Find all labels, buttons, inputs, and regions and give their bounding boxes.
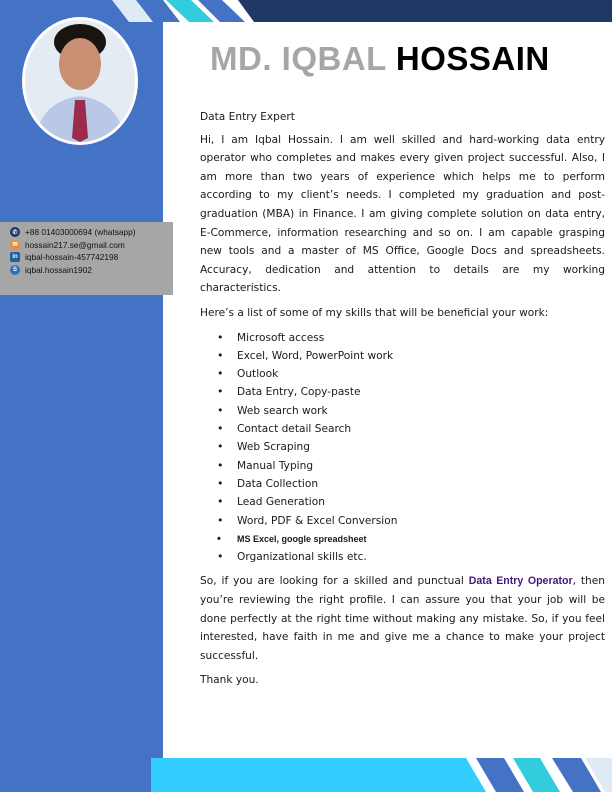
list-item: • Data Entry, Copy-paste [217, 383, 605, 401]
closing-text: So, if you are looking for a skilled and punctual [200, 575, 469, 588]
skype-link[interactable]: iqbal.hossain1902 [25, 264, 92, 275]
page-title [210, 40, 550, 78]
closing-paragraph [200, 572, 605, 665]
intro-paragraph: Hi, I am Iqbal Hossain. I am well skilled and hard-working data entry operator who completes and makes every given project successful. Also, I am more than two years of experience which helps me to perform according to my client’s needs. I completed my graduation and post-graduation (MBA) in Finance. I am giving complete solution on data entry, E-Commerce, information researching and so on. I am capable grasping new tools and a master of MS Office, Google Docs and spreadsheets. Accuracy, dedication and attention to details are my working characteristics. [200, 133, 605, 295]
thanks-text: Thank you. [200, 674, 259, 687]
skills-intro: Here’s a list of some of my skills that will be beneficial your work: [200, 306, 549, 319]
list-item: • Lead Generation [217, 493, 605, 511]
linkedin-link[interactable]: iqbal-hossain-457742198 [25, 252, 119, 263]
skills-list [217, 329, 605, 567]
contact-skype [10, 264, 173, 277]
list-item: • Web Scraping [217, 438, 605, 456]
name-last: HOSSAIN [395, 40, 550, 77]
person-avatar-icon [25, 20, 135, 142]
email-link[interactable]: hossain217.se@gmail.com [25, 239, 125, 250]
contact-email [10, 239, 173, 252]
highlight-role: Data Entry Operator [468, 575, 573, 588]
phone-icon: ✆ [10, 227, 20, 237]
contact-box [0, 222, 173, 295]
list-item: • Web search work [217, 402, 605, 420]
list-item: • Word, PDF & Excel Conversion [217, 512, 605, 530]
bottom-decor-bar [140, 750, 612, 792]
linkedin-icon: in [10, 252, 20, 262]
list-item: • Data Collection [217, 475, 605, 493]
profile-photo [22, 17, 138, 145]
list-item: • MS Excel, google spreadsheet [217, 530, 605, 548]
phone-text: +88 01403000694 (whatsapp) [25, 227, 136, 238]
contact-phone [10, 226, 173, 239]
job-title: Data Entry Expert [200, 111, 295, 123]
closing-text-end: , then you’re reviewing the right profile. I can assure you that your job will be done perfectly at the right time without making any mistake. So, if you feel interested, have faith in me and give me a chance to make your project successful. [200, 575, 605, 662]
email-icon: ✉ [10, 240, 20, 250]
list-item: • Microsoft access [217, 329, 605, 347]
skype-icon: S [10, 265, 20, 275]
list-item: • Contact detail Search [217, 420, 605, 438]
list-item: • Manual Typing [217, 457, 605, 475]
cover-letter-body [200, 108, 605, 696]
list-item: • Organizational skills etc. [217, 548, 605, 566]
name-first: MD. IQBAL [210, 40, 387, 77]
list-item: • Excel, Word, PowerPoint work [217, 347, 605, 365]
list-item: • Outlook [217, 365, 605, 383]
contact-linkedin [10, 251, 173, 264]
